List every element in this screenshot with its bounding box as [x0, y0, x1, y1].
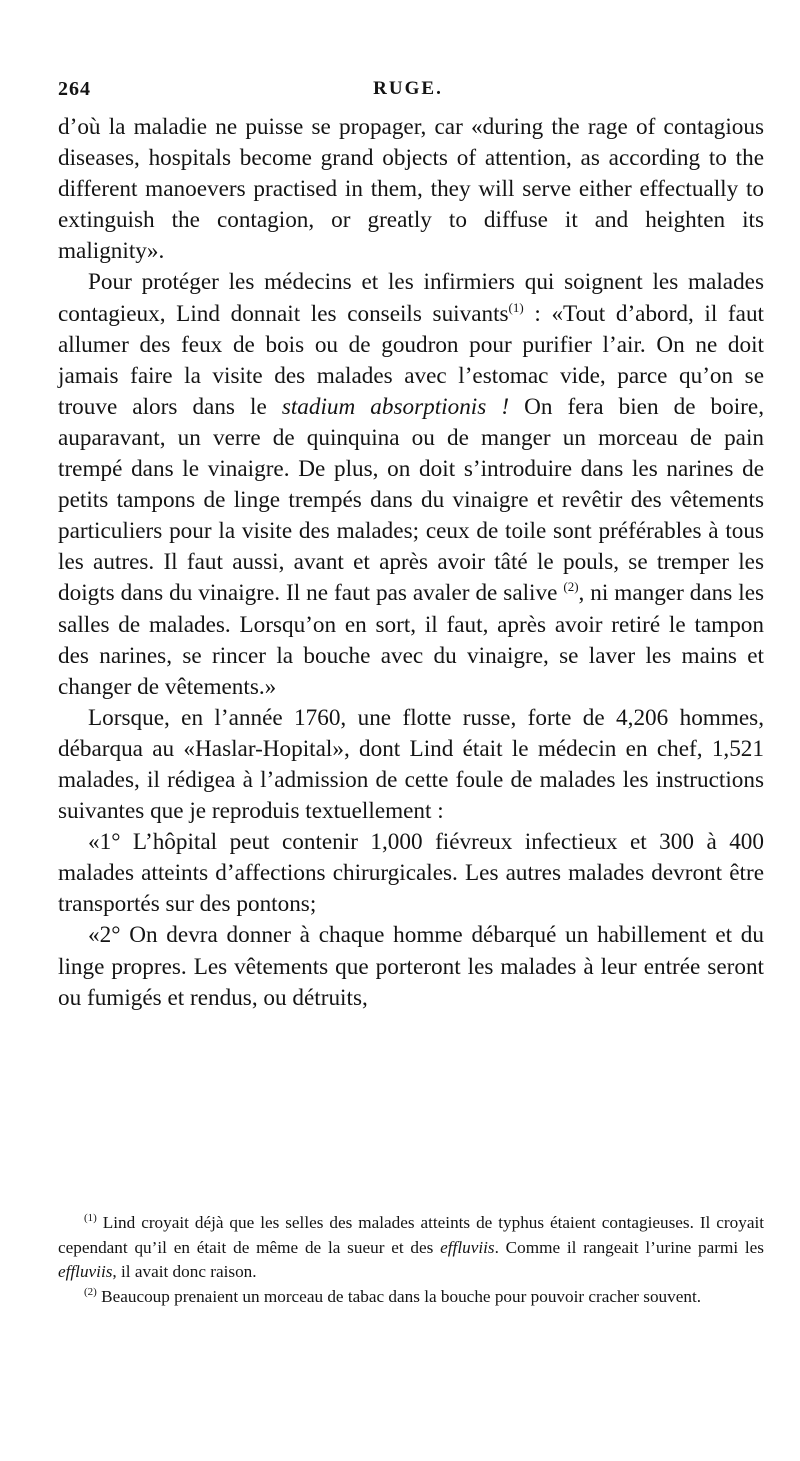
footnote-reference: (2): [563, 579, 579, 595]
paragraph: «2° On devra donner à chaque homme débarqué un habillement et du linge propres. Les vêtements que porteront les malades à leur entrée seront ou fumigés et rendus, ou détruits,: [58, 922, 764, 1011]
paragraph-text: , ni manger dans les salles de malades. Lorsqu’on en sort, il faut, après avoir retiré le tampon des narines, se rincer la bouche avec du vinaigre, se laver les mains et changer de vêtements.»: [58, 580, 765, 700]
footnotes: [58, 1211, 764, 1309]
paragraph-text: On fera bien de boire, auparavant, un verre de quinquina ou de manger un morceau de pain trempé dans le vinaigre. De plus, on doit s’introduire dans les narines de petits tampons de linge trempés dans du vinaigre et revêtir des vêtements particuliers pour la visite des malades; ceux de toile sont préférables à tous les autres. Il faut aussi, avant et après avoir tâté le pouls, se tremper les doigts dans du vinaigre. Il ne faut pas avaler de salive: [58, 393, 764, 607]
page-number: 264: [58, 78, 91, 100]
body-text: [58, 112, 764, 1014]
footnote: [58, 1285, 764, 1310]
footnote-text: . Comme il rangeait l’urine parmi les: [494, 1237, 764, 1257]
paragraph-text: Pour protéger les médecins et les infirmiers qui soignent les malades contagieux, Lind donnait les conseils suivants: [58, 269, 764, 327]
footnote-mark: (1): [84, 1212, 97, 1224]
italic-phrase: stadium absorptionis !: [281, 393, 510, 420]
footnote: [58, 1211, 764, 1285]
paragraph: Lorsque, en l’année 1760, une flotte russe, forte de 4,206 hommes, débarqua au «Haslar-Hopital», dont Lind était le médecin en chef, 1,521 malades, il rédigea à l’admission de cette foule de malades les instructions suivantes que je reproduis textuellement :: [58, 704, 764, 825]
footnote-mark: (2): [84, 1285, 97, 1298]
footnote-italic: effluviis: [440, 1237, 495, 1257]
paragraph: d’où la maladie ne puisse se propager, car «during the rage of contagious diseases, hospitals become grand objects of attention, as according to the different manoevers practised in them, they will serve either effectually to extinguish the contagion, or greatly to diffuse it and heighten its malignity».: [58, 114, 764, 265]
footnote-text: , il avait donc raison.: [112, 1262, 257, 1282]
footnote-text: Beaucoup prenaient un morceau de tabac dans la bouche pour pouvoir cracher souvent.: [101, 1286, 702, 1306]
paragraph: «1° L’hôpital peut contenir 1,000 fiévreux infectieux et 300 à 400 malades atteints d’affections chirurgicales. Les autres malades devront être transportés sur des pontons;: [58, 829, 764, 918]
paragraph-text: : «Tout d’abord, il faut allumer des feux de bois ou de goudron pour purifier l’air. On ne doit jamais faire la visite des malades avec l’estomac vide, parce qu’on se trouve alors dans le: [58, 300, 764, 420]
footnote-reference: (1): [508, 299, 524, 315]
footnote-text: Lind croyait déjà que les selles des malades atteints de typhus étaient contagieuses. Il croyait cependant qu’il en était de même de la sueur et des: [58, 1213, 765, 1257]
paragraph: [58, 267, 764, 702]
running-head: RUGE.: [373, 78, 443, 99]
footnote-italic: effluviis: [58, 1262, 113, 1282]
page-header: [58, 78, 758, 104]
